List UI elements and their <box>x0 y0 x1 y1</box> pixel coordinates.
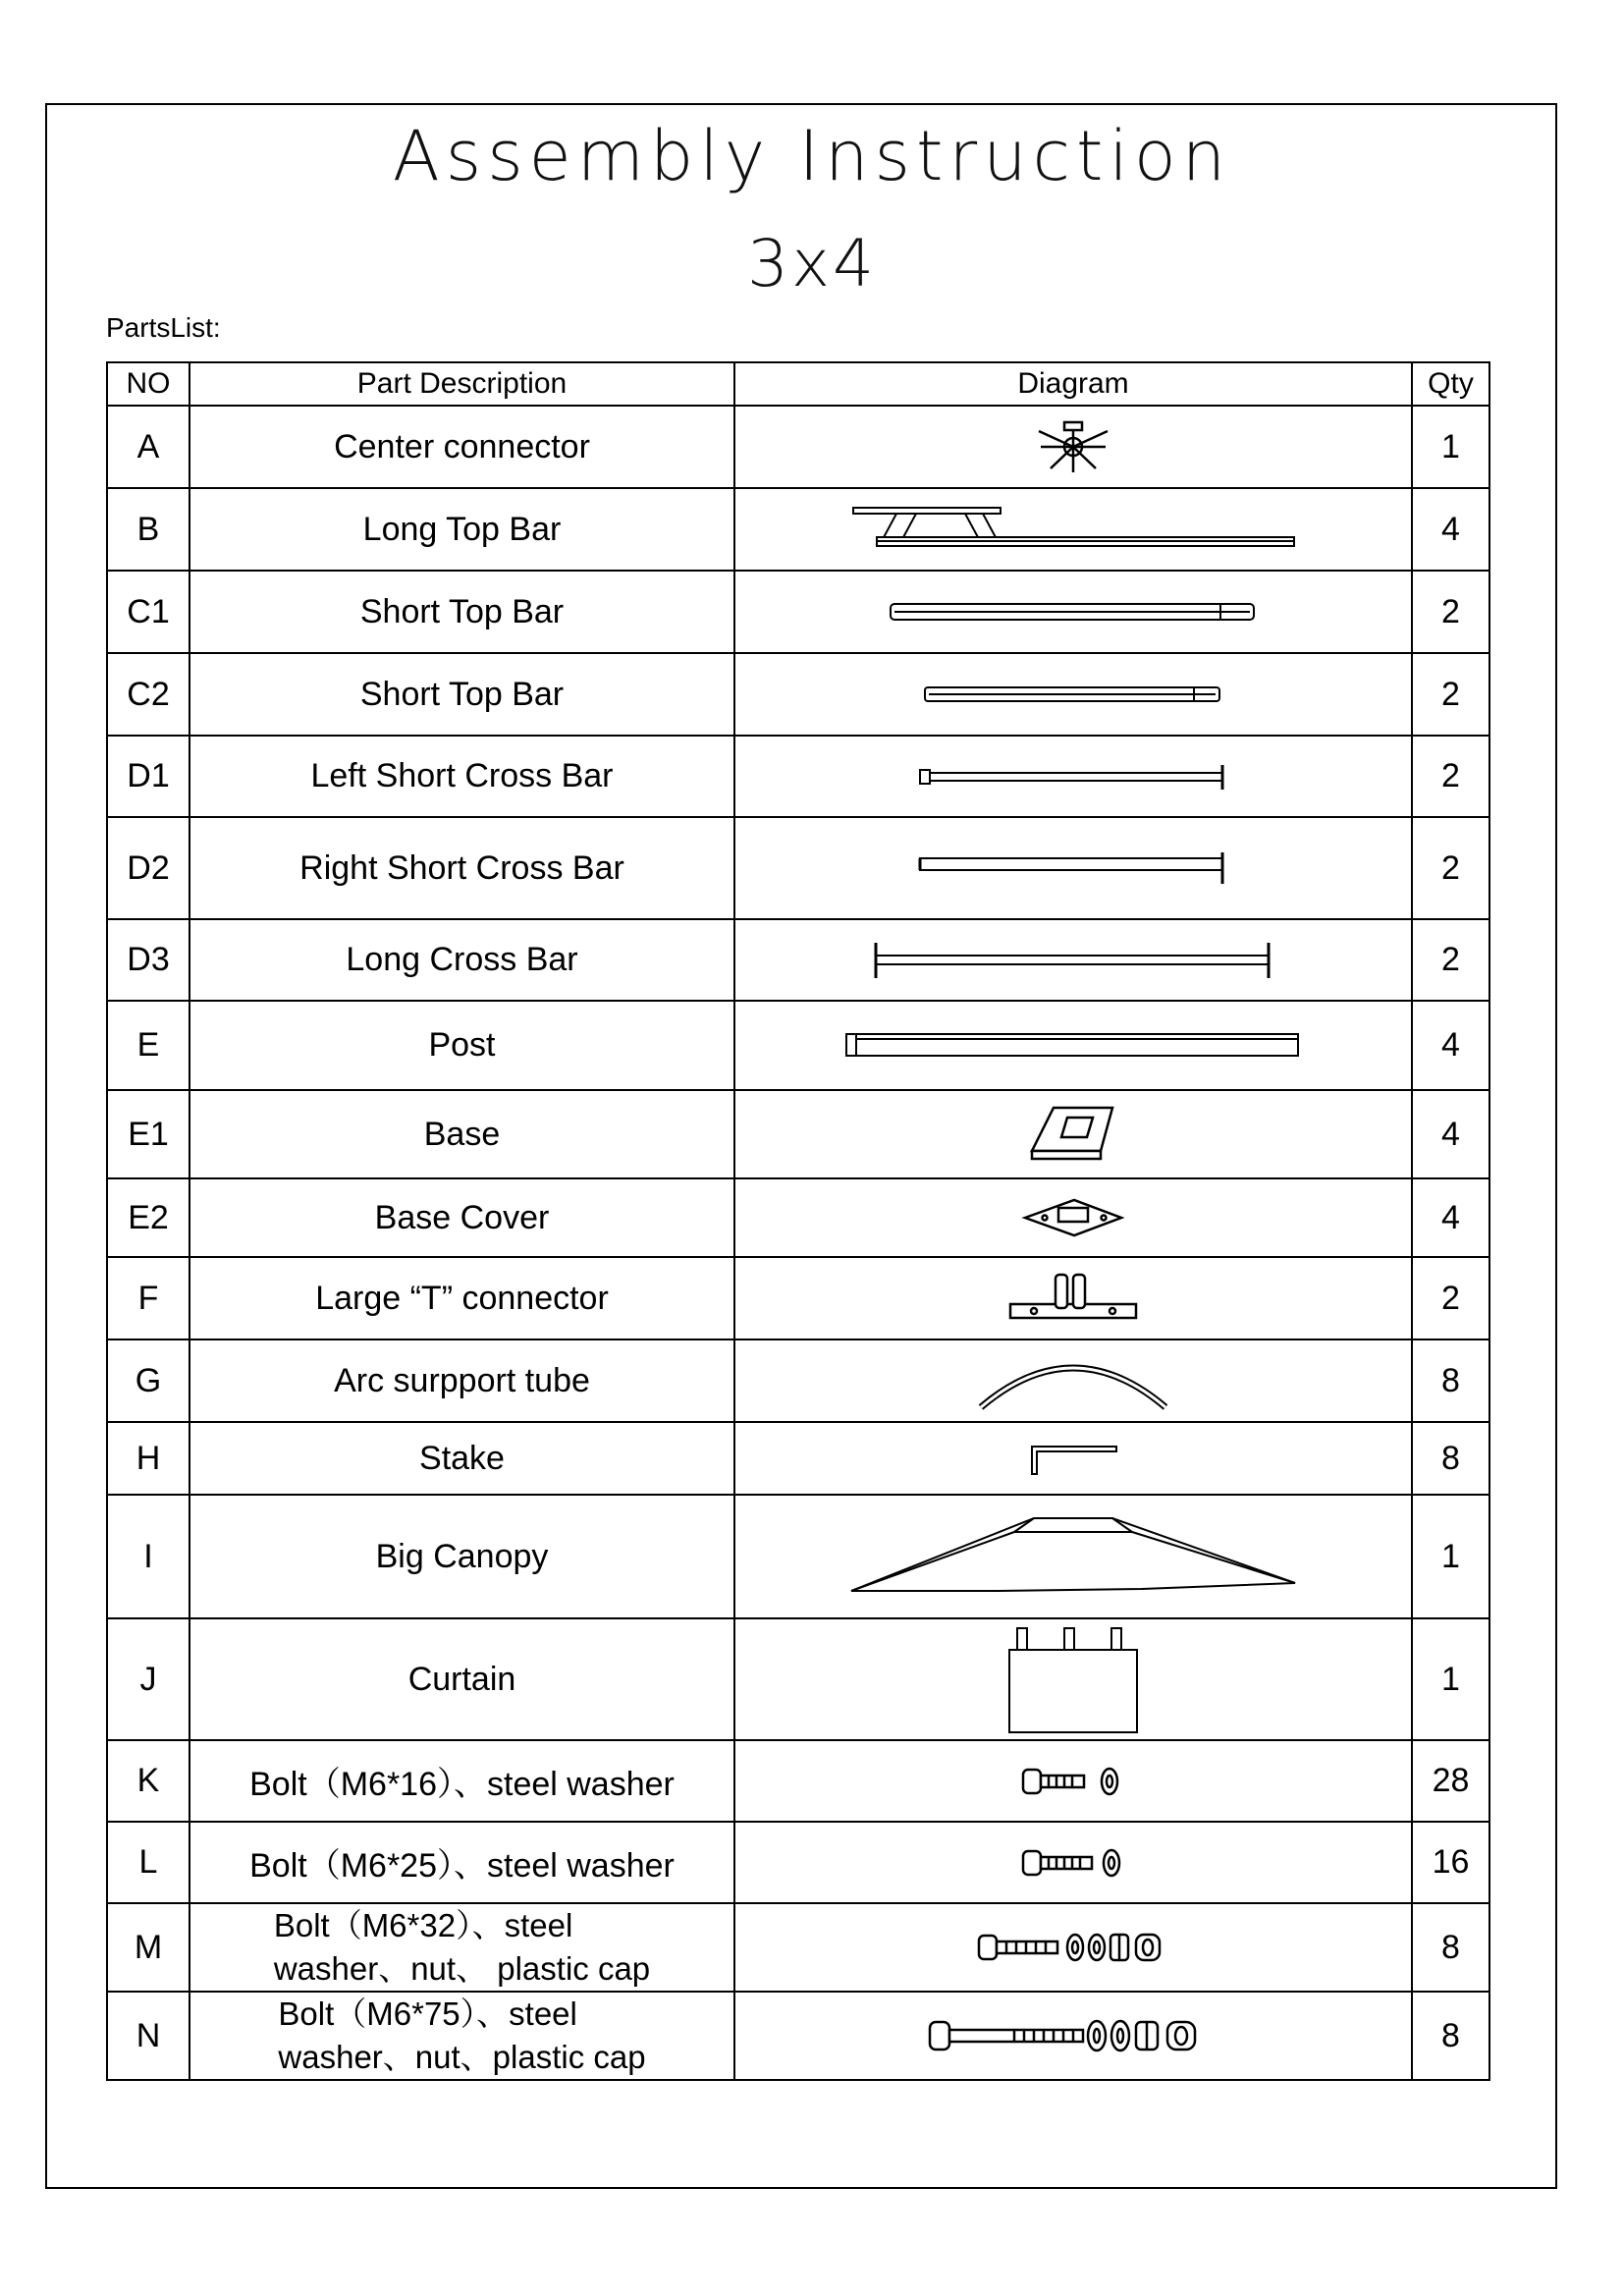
part-qty: 8 <box>1412 1339 1489 1422</box>
page-title: Assembly Instruction <box>392 116 1232 196</box>
table-row <box>107 736 1489 817</box>
part-no: E <box>107 1001 189 1090</box>
part-no: G <box>107 1339 189 1422</box>
curtain-icon <box>1000 1622 1147 1736</box>
long-bolt-nut-cap-icon <box>926 2014 1220 2057</box>
part-qty: 1 <box>1412 1618 1489 1740</box>
part-no: E2 <box>107 1178 189 1257</box>
part-qty: 8 <box>1412 1422 1489 1495</box>
table-row <box>107 653 1489 736</box>
table-row <box>107 1422 1489 1495</box>
part-description-line: Bolt（M6*32）、steel <box>273 1907 573 1943</box>
part-qty: 4 <box>1412 488 1489 571</box>
base-cover-icon <box>1019 1196 1127 1239</box>
part-no: E1 <box>107 1090 189 1178</box>
part-qty: 28 <box>1412 1740 1489 1822</box>
post-icon <box>842 1026 1304 1066</box>
table-row <box>107 817 1489 919</box>
part-qty: 16 <box>1412 1822 1489 1903</box>
part-no: D3 <box>107 919 189 1001</box>
bolt-washer-icon <box>1019 1845 1127 1881</box>
part-qty: 4 <box>1412 1178 1489 1257</box>
long-top-bar-icon <box>847 500 1299 559</box>
table-row <box>107 1090 1489 1178</box>
base-icon <box>1024 1104 1122 1165</box>
part-diagram <box>734 1001 1412 1090</box>
part-description: Center connector <box>189 406 734 488</box>
part-no: I <box>107 1495 189 1618</box>
part-description-line: washer、nut、plastic cap <box>278 2039 646 2075</box>
table-row <box>107 406 1489 488</box>
part-qty: 8 <box>1412 1992 1489 2080</box>
part-qty: 2 <box>1412 736 1489 817</box>
part-description: Short Top Bar <box>189 571 734 653</box>
parts-table <box>106 361 1490 2081</box>
part-description: Bolt（M6*16）、steel washer <box>189 1740 734 1822</box>
part-no: L <box>107 1822 189 1903</box>
header-no: NO <box>107 362 189 406</box>
part-qty: 1 <box>1412 406 1489 488</box>
part-no: H <box>107 1422 189 1495</box>
part-qty: 2 <box>1412 653 1489 736</box>
table-row <box>107 1001 1489 1090</box>
part-diagram <box>734 1903 1412 1992</box>
part-diagram <box>734 817 1412 919</box>
table-row <box>107 1618 1489 1740</box>
bolt-washer-icon <box>1019 1764 1127 1799</box>
part-description: Short Top Bar <box>189 653 734 736</box>
part-diagram <box>734 736 1412 817</box>
table-row <box>107 488 1489 571</box>
part-no: C2 <box>107 653 189 736</box>
part-description: Stake <box>189 1422 734 1495</box>
short-top-bar-icon <box>887 595 1260 629</box>
part-description: Long Top Bar <box>189 488 734 571</box>
long-cross-bar-icon <box>872 939 1274 982</box>
stake-icon <box>1024 1439 1122 1478</box>
part-no: B <box>107 488 189 571</box>
part-no: A <box>107 406 189 488</box>
header-diagram: Diagram <box>734 362 1412 406</box>
part-description <box>189 1992 734 2080</box>
part-description: Curtain <box>189 1618 734 1740</box>
canopy-icon <box>847 1512 1299 1601</box>
part-description: Left Short Cross Bar <box>189 736 734 817</box>
table-row <box>107 1178 1489 1257</box>
part-description: Base <box>189 1090 734 1178</box>
table-row <box>107 571 1489 653</box>
part-diagram <box>734 1178 1412 1257</box>
part-no: K <box>107 1740 189 1822</box>
table-row <box>107 1822 1489 1903</box>
part-qty: 2 <box>1412 571 1489 653</box>
part-diagram <box>734 1339 1412 1422</box>
part-qty: 1 <box>1412 1495 1489 1618</box>
part-description: Base Cover <box>189 1178 734 1257</box>
part-no: M <box>107 1903 189 1992</box>
arc-tube-icon <box>975 1348 1171 1413</box>
bolt-nut-cap-icon <box>975 1928 1171 1967</box>
part-diagram <box>734 653 1412 736</box>
part-description: Arc surpport tube <box>189 1339 734 1422</box>
left-short-cross-bar-icon <box>916 760 1230 793</box>
header-qty: Qty <box>1412 362 1489 406</box>
header-description: Part Description <box>189 362 734 406</box>
part-description: Right Short Cross Bar <box>189 817 734 919</box>
part-qty: 2 <box>1412 817 1489 919</box>
part-description <box>189 1903 734 1992</box>
table-row <box>107 1257 1489 1339</box>
parts-list-label: PartsList: <box>106 312 221 343</box>
part-diagram <box>734 1740 1412 1822</box>
part-qty: 2 <box>1412 919 1489 1001</box>
part-no: F <box>107 1257 189 1339</box>
part-diagram <box>734 1495 1412 1618</box>
part-diagram <box>734 1618 1412 1740</box>
short-top-bar-icon <box>921 680 1225 709</box>
part-description: Large “T” connector <box>189 1257 734 1339</box>
table-row <box>107 1903 1489 1992</box>
part-diagram <box>734 406 1412 488</box>
part-qty: 8 <box>1412 1903 1489 1992</box>
part-diagram <box>734 1992 1412 2080</box>
table-row <box>107 1495 1489 1618</box>
part-diagram <box>734 919 1412 1001</box>
part-qty: 2 <box>1412 1257 1489 1339</box>
part-diagram <box>734 1257 1412 1339</box>
part-diagram <box>734 571 1412 653</box>
right-short-cross-bar-icon <box>916 848 1230 888</box>
part-description: Post <box>189 1001 734 1090</box>
part-description-line: washer、nut、 plastic cap <box>273 1950 651 1987</box>
part-no: C1 <box>107 571 189 653</box>
part-diagram <box>734 1422 1412 1495</box>
part-no: J <box>107 1618 189 1740</box>
part-qty: 4 <box>1412 1090 1489 1178</box>
part-description: Bolt（M6*25）、steel washer <box>189 1822 734 1903</box>
part-description-line: Bolt（M6*75）、steel <box>278 1995 577 2032</box>
part-no: N <box>107 1992 189 2080</box>
table-header-row <box>107 362 1489 406</box>
table-row <box>107 1339 1489 1422</box>
part-diagram <box>734 1822 1412 1903</box>
t-connector-icon <box>1004 1269 1142 1328</box>
part-description: Long Cross Bar <box>189 919 734 1001</box>
center-connector-icon <box>1029 417 1117 476</box>
part-no: D2 <box>107 817 189 919</box>
table-row <box>107 919 1489 1001</box>
part-no: D1 <box>107 736 189 817</box>
part-diagram <box>734 1090 1412 1178</box>
part-description: Big Canopy <box>189 1495 734 1618</box>
page-subtitle: 3x4 <box>746 226 878 301</box>
table-row <box>107 1992 1489 2080</box>
part-diagram <box>734 488 1412 571</box>
table-row <box>107 1740 1489 1822</box>
part-qty: 4 <box>1412 1001 1489 1090</box>
